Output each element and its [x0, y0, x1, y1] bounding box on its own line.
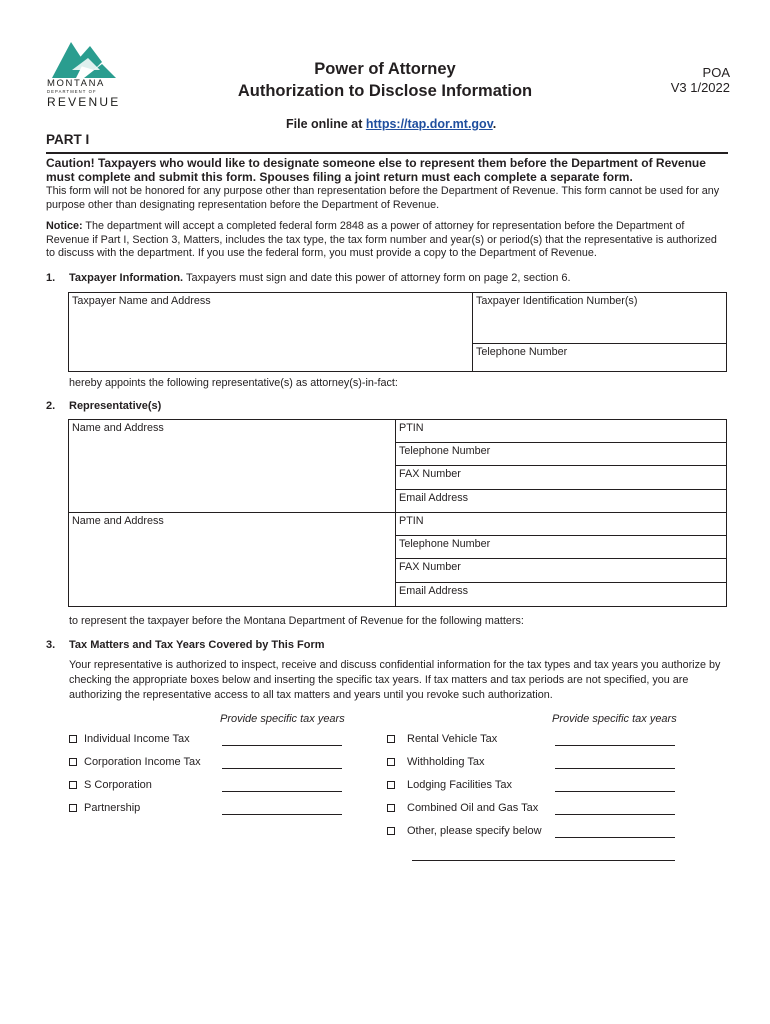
form-version: V3 1/2022	[670, 80, 730, 95]
taxpayer-name-address-label: Taxpayer Name and Address	[72, 295, 211, 307]
taxpayer-phone-field[interactable]	[473, 344, 726, 371]
rep1-fax-label: FAX Number	[399, 468, 461, 480]
rep1-name-address-field[interactable]	[69, 420, 396, 513]
taxpayer-phone-label: Telephone Number	[476, 346, 568, 358]
section1-text: Taxpayers must sign and date this power of attorney form on page 2, section 6.	[183, 272, 571, 284]
montana-revenue-logo	[44, 40, 120, 110]
rep2-email-field[interactable]	[396, 583, 726, 606]
form-subtitle: Authorization to Disclose Information	[237, 82, 533, 100]
rep2-email-label: Email Address	[399, 585, 469, 597]
appoints-text: hereby appoints the following representative(s) as attorney(s)-in-fact:	[69, 377, 398, 389]
provide-years-label-left: Provide specific tax years	[220, 713, 345, 725]
section1-heading	[69, 272, 571, 284]
logo-line-revenue: REVENUE	[47, 95, 121, 109]
years-field-s-corporation[interactable]	[222, 791, 342, 792]
checkbox-partnership[interactable]	[69, 804, 77, 812]
years-field-individual-income-tax[interactable]	[222, 745, 342, 746]
taxpayer-tin-field[interactable]	[473, 293, 726, 344]
honored-text: This form will not be honored for any purpose other than representation before the Department of Revenue. This form cannot be used for any purpose other than designating representation before the Department of Revenue.	[46, 185, 720, 211]
label-s-corporation: S Corporation	[84, 779, 152, 791]
rep2-ptin-field[interactable]	[396, 513, 726, 536]
rep1-name-address-label: Name and Address	[72, 422, 164, 434]
label-individual-income-tax: Individual Income Tax	[84, 733, 190, 745]
checkbox-other[interactable]	[387, 827, 395, 835]
section3-title: Tax Matters and Tax Years Covered by This Form	[69, 639, 325, 651]
rep1-email-field[interactable]	[396, 490, 726, 513]
label-other: Other, please specify below	[407, 825, 542, 837]
section1-title: Taxpayer Information.	[69, 272, 184, 284]
rep1-email-label: Email Address	[399, 492, 469, 504]
checkbox-lodging-facilities-tax[interactable]	[387, 781, 395, 789]
file-online-note	[286, 117, 496, 131]
years-field-withholding-tax[interactable]	[555, 768, 675, 769]
rep2-phone-label: Telephone Number	[399, 538, 491, 550]
rep1-ptin-field[interactable]	[396, 420, 726, 443]
caution-text: Caution! Taxpayers who would like to designate someone else to represent them before the Department of Revenue must complete and submit this form. Spouses filing a joint return must each complete a separate form.	[46, 156, 706, 184]
part-divider	[46, 152, 728, 154]
rep2-fax-field[interactable]	[396, 559, 726, 583]
file-online-link[interactable]: https://tap.dor.mt.gov	[365, 117, 493, 131]
taxpayer-info-table	[68, 292, 727, 372]
section2-title: Representative(s)	[69, 400, 162, 412]
label-partnership: Partnership	[84, 802, 141, 814]
section3-number: 3.	[46, 639, 56, 651]
mountain-logo-icon	[44, 40, 120, 80]
label-lodging-facilities-tax: Lodging Facilities Tax	[407, 779, 512, 791]
notice-text	[46, 220, 728, 261]
rep2-name-address-label: Name and Address	[72, 515, 164, 527]
rep2-fax-label: FAX Number	[399, 561, 461, 573]
rep2-phone-field[interactable]	[396, 536, 726, 559]
checkbox-s-corporation[interactable]	[69, 781, 77, 789]
taxpayer-tin-label: Taxpayer Identification Number(s)	[476, 295, 638, 307]
form-code: POA	[702, 65, 730, 80]
label-corporation-income-tax: Corporation Income Tax	[84, 756, 201, 768]
form-title: Power of Attorney	[314, 60, 456, 78]
rep2-ptin-label: PTIN	[399, 515, 424, 527]
rep1-ptin-label: PTIN	[399, 422, 424, 434]
taxpayer-name-address-field[interactable]	[69, 293, 473, 371]
label-rental-vehicle-tax: Rental Vehicle Tax	[407, 733, 498, 745]
years-field-other[interactable]	[555, 837, 675, 838]
rep1-phone-field[interactable]	[396, 443, 726, 466]
years-field-combined-oil-gas-tax[interactable]	[555, 814, 675, 815]
section3-text: Your representative is authorized to inspect, receive and discuss confidential information for the tax types and tax years you authorize by checking the appropriate boxes below and inserting the specific tax years. If tax matters and tax periods are not specified, you are authorizing the representative access to all tax matters and years until you revoke such authorization.	[69, 659, 721, 701]
represent-text: to represent the taxpayer before the Montana Department of Revenue for the following matters:	[69, 615, 524, 627]
label-withholding-tax: Withholding Tax	[407, 756, 485, 768]
file-online-prefix: File online at	[286, 117, 366, 131]
years-field-rental-vehicle-tax[interactable]	[555, 745, 675, 746]
years-field-corporation-income-tax[interactable]	[222, 768, 342, 769]
notice-body: The department will accept a completed federal form 2848 as a power of attorney for representation before the Department of Revenue if Part I, Section 3, Matters, includes the tax type, the tax form number and year(s) or period(s) that the representative is authorized to discuss with the department. If you use the federal form, you must provide a copy to the Department of Revenue.	[46, 220, 717, 260]
checkbox-combined-oil-gas-tax[interactable]	[387, 804, 395, 812]
rep1-phone-label: Telephone Number	[399, 445, 491, 457]
checkbox-withholding-tax[interactable]	[387, 758, 395, 766]
label-combined-oil-gas-tax: Combined Oil and Gas Tax	[407, 802, 539, 814]
logo-line-montana: MONTANA	[47, 78, 105, 89]
notice-label: Notice:	[46, 220, 83, 232]
years-field-partnership[interactable]	[222, 814, 342, 815]
checkbox-corporation-income-tax[interactable]	[69, 758, 77, 766]
section2-number: 2.	[46, 400, 56, 412]
rep1-fax-field[interactable]	[396, 466, 726, 490]
provide-years-label-right: Provide specific tax years	[552, 713, 677, 725]
representatives-table	[68, 419, 727, 607]
other-specify-field[interactable]	[412, 860, 675, 861]
checkbox-individual-income-tax[interactable]	[69, 735, 77, 743]
rep2-name-address-field[interactable]	[69, 513, 396, 606]
logo-line-department: DEPARTMENT OF	[47, 89, 97, 94]
part-heading: PART I	[46, 132, 90, 147]
years-field-lodging-facilities-tax[interactable]	[555, 791, 675, 792]
checkbox-rental-vehicle-tax[interactable]	[387, 735, 395, 743]
file-online-suffix: .	[492, 117, 497, 131]
section1-number: 1.	[46, 272, 56, 284]
